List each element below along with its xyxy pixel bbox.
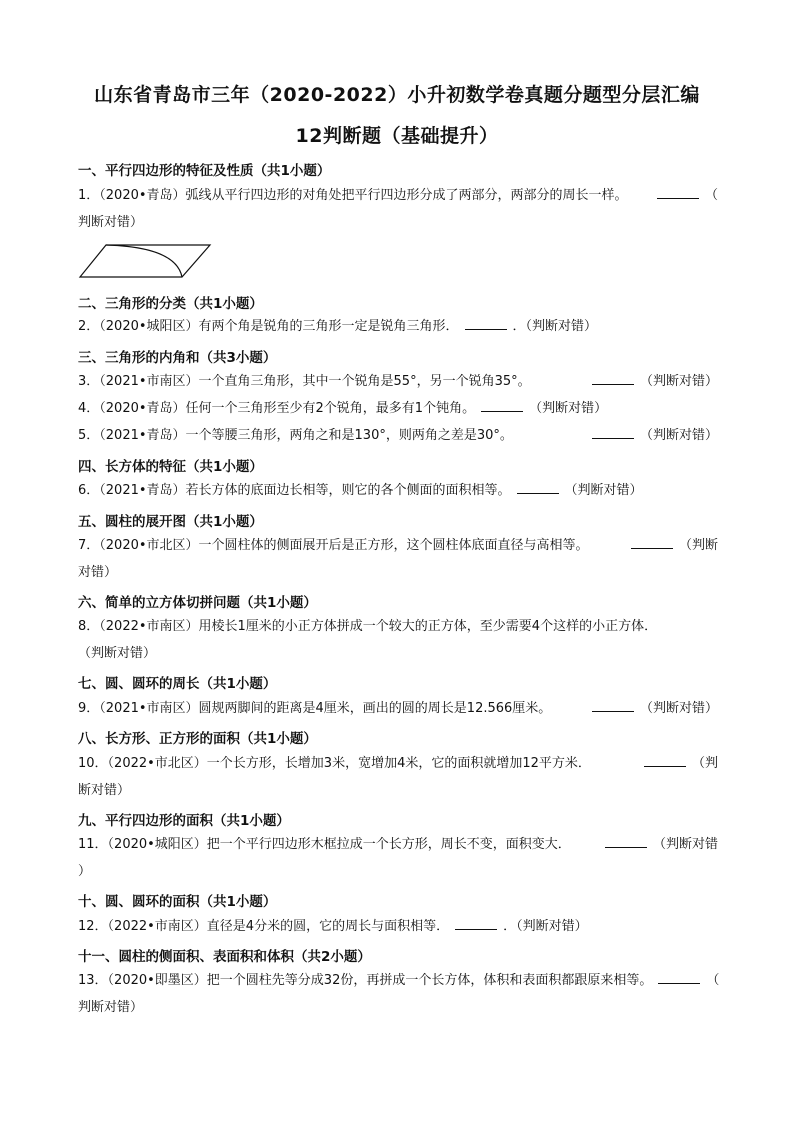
question-tail: （判断: [678, 538, 718, 553]
document-title-line2: 12判断题（基础提升）: [295, 125, 499, 147]
section-heading: 四、长方体的特征（共1小题）: [78, 459, 263, 475]
section-heading: 七、圆、圆环的周长（共1小题）: [78, 676, 277, 692]
question-text: 5．（2021•青岛）一个等腰三角形，两角之和是130°，则两角之差是30°。: [78, 428, 513, 443]
parallelogram-arc-figure: [76, 241, 216, 281]
answer-blank[interactable]: [592, 370, 634, 385]
question-3: [78, 368, 718, 395]
question-continuation: 判断对错）: [78, 215, 144, 230]
question-1: [78, 182, 718, 236]
question-tail: （判: [691, 756, 718, 771]
question-tail: （判断对错）: [639, 428, 718, 443]
question-5: [78, 422, 718, 449]
question-tail: （判断对错）: [529, 401, 608, 416]
question-tail: （: [704, 188, 718, 203]
answer-blank[interactable]: [658, 969, 700, 984]
section-heading: 五、圆柱的展开图（共1小题）: [78, 514, 263, 530]
question-tail: （: [706, 973, 720, 988]
document-title-line1: 山东省青岛市三年（2020-2022）小升初数学卷真题分题型分层汇编: [94, 84, 700, 106]
question-tail: （判断对错）: [564, 483, 643, 498]
answer-blank[interactable]: [455, 915, 497, 930]
question-7: [78, 532, 718, 586]
answer-blank[interactable]: [644, 752, 686, 767]
question-text: 6．（2021•青岛）若长方体的底面边长相等，则它的各个侧面的面积相等。: [78, 483, 511, 498]
section-heading: 二、三角形的分类（共1小题）: [78, 296, 263, 312]
answer-blank[interactable]: [465, 315, 507, 330]
question-11: [78, 831, 718, 885]
section-heading: 十、圆、圆环的面积（共1小题）: [78, 894, 277, 910]
question-continuation: （判断对错）: [78, 646, 157, 661]
section-heading: 九、平行四边形的面积（共1小题）: [78, 813, 290, 829]
question-text: 9．（2021•市南区）圆规两脚间的距离是4厘米，画出的圆的周长是12.566厘米。: [78, 701, 552, 716]
question-10: [78, 750, 718, 804]
section-heading: 六、简单的立方体切拼问题（共1小题）: [78, 595, 317, 611]
section-heading: 一、平行四边形的特征及性质（共1小题）: [78, 163, 331, 179]
question-continuation: 断对错）: [78, 783, 131, 798]
question-continuation: ）: [78, 864, 92, 879]
question-text: 1．（2020•青岛）弧线从平行四边形的对角处把平行四边形分成了两部分，两部分的周长一样。: [78, 188, 628, 203]
question-text: 7．（2020•市北区）一个圆柱体的侧面展开后是正方形，这个圆柱体底面直径与高相等。: [78, 538, 589, 553]
question-6: [78, 477, 718, 504]
question-continuation: 对错）: [78, 565, 118, 580]
question-12: [78, 913, 718, 940]
question-text: 12．（2022•市南区）直径是4分米的圆，它的周长与面积相等．: [78, 919, 450, 934]
section-heading: 三、三角形的内角和（共3小题）: [78, 350, 277, 366]
question-13: [78, 967, 718, 1021]
section-heading: 八、长方形、正方形的面积（共1小题）: [78, 731, 317, 747]
question-4: [78, 395, 718, 422]
question-text: 2．（2020•城阳区）有两个角是锐角的三角形一定是锐角三角形．: [78, 319, 459, 334]
question-2: [78, 313, 718, 340]
question-8: [78, 613, 718, 667]
question-continuation: 判断对错）: [78, 1000, 144, 1015]
answer-blank[interactable]: [592, 424, 634, 439]
question-9: [78, 695, 718, 722]
answer-blank[interactable]: [517, 479, 559, 494]
question-tail: ．（判断对错）: [512, 319, 598, 334]
section-heading: 十一、圆柱的侧面积、表面积和体积（共2小题）: [78, 949, 371, 965]
question-text: 8．（2022•市南区）用棱长1厘米的小正方体拼成一个较大的正方体，至少需要4个这样的小正方体．: [78, 619, 658, 634]
answer-blank[interactable]: [592, 697, 634, 712]
question-text: 11．（2020•城阳区）把一个平行四边形木框拉成一个长方形，周长不变，面积变大．: [78, 837, 571, 852]
answer-blank[interactable]: [631, 534, 673, 549]
question-text: 10．（2022•市北区）一个长方形，长增加3米，宽增加4米，它的面积就增加12平方米．: [78, 756, 591, 771]
answer-blank[interactable]: [481, 397, 523, 412]
question-text: 4．（2020•青岛）任何一个三角形至少有2个锐角，最多有1个钝角。: [78, 401, 476, 416]
answer-blank[interactable]: [605, 833, 647, 848]
answer-blank[interactable]: [657, 184, 699, 199]
question-tail: （判断对错: [652, 837, 718, 852]
question-tail: ．（判断对错）: [503, 919, 588, 934]
question-tail: （判断对错）: [639, 374, 718, 389]
question-tail: （判断对错）: [639, 701, 718, 716]
question-text: 3．（2021•市南区）一个直角三角形，其中一个锐角是55°，另一个锐角35°。: [78, 374, 531, 389]
question-text: 13．（2020•即墨区）把一个圆柱先等分成32份，再拼成一个长方体，体积和表面积都跟原来相等。: [78, 973, 653, 988]
